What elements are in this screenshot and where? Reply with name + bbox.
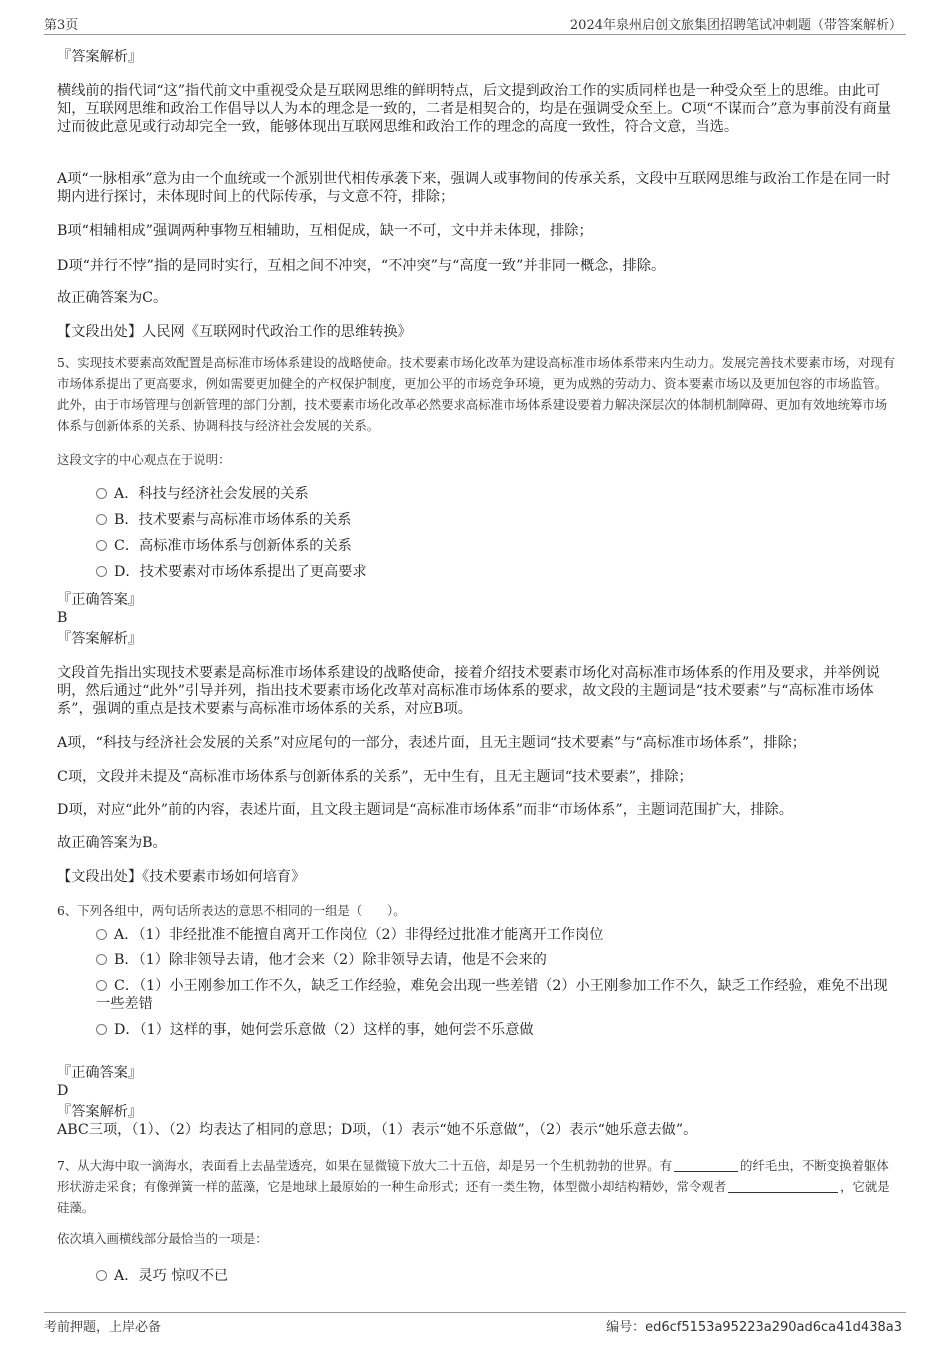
- page-footer: [44, 1312, 906, 1339]
- q7-stem-part1: 7、从大海中取一滴海水，表面看上去晶莹透亮，如果在显微镜下放大二十五倍，却是另一个生机勃勃的世界。有: [57, 1158, 673, 1173]
- q5-option-b[interactable]: [96, 511, 896, 529]
- q6-option-d[interactable]: [96, 1021, 896, 1039]
- radio-icon: [96, 540, 107, 551]
- q7-option-a-label: A．灵巧 惊叹不已: [114, 1268, 229, 1284]
- q5-analysis-p4: D项，对应“此外”前的内容，表述片面，且文段主题词是“高标准市场体系”而非“市场体系”，主题词范围扩大，排除。: [57, 802, 793, 818]
- q5-question: 这段文字的中心观点在于说明：: [57, 452, 231, 467]
- footer-code-label: 编号：: [606, 1320, 646, 1335]
- q5-option-d[interactable]: [96, 563, 896, 581]
- radio-icon: [96, 1270, 107, 1281]
- q7-stem-part2: 的纤毛虫，不断变换着躯体形状游走采食；有像弹簧一样的蓝藻，它是地球上最原始的一种生命形式；还有一类生物，体型微小却结构精妙，常令观者: [57, 1158, 889, 1194]
- footer-slogan: 考前押题，上岸必备: [44, 1320, 162, 1335]
- radio-icon: [96, 488, 107, 499]
- q5-answer-line: 故正确答案为B。: [57, 835, 167, 851]
- q5-option-b-label: B．技术要素与高标准市场体系的关系: [114, 512, 352, 528]
- q4-answer-line: 故正确答案为C。: [57, 290, 168, 306]
- q7-option-a[interactable]: [96, 1267, 896, 1285]
- q4-source: 【文段出处】人民网《互联网时代政治工作的思维转换》: [57, 324, 412, 340]
- q4-analysis-p3: B项“相辅相成”强调两种事物互相辅助，互相促成，缺一不可，文中并未体现，排除；: [57, 223, 593, 239]
- q6-option-b-label: B．（1）除非领导去请，他才会来（2）除非领导去请，他是不会来的: [114, 952, 547, 968]
- page-number: 第3页: [44, 18, 79, 33]
- q5-stem: 5、实现技术要素高效配置是高标准市场体系建设的战略使命。技术要素市场化改革为建设高标准市场体系带来内生动力。发展完善技术要素市场，对现有市场体系提出了更高要求，例如需要更加健全的产权保护制度，更加公平的市场竞争环境，更为成熟的劳动力、资本要素市场以及更加包容的市场监管。此外，由于市场管理与创新管理的部门分割，技术要素市场化改革必然要求高标准市场体系建设要着力解决深层次的体制机制障碍、更加有效地统筹市场体系与创新体系的关系、协调科技与经济社会发展的关系。: [57, 355, 896, 433]
- q5-option-d-label: D．技术要素对市场体系提出了更高要求: [114, 564, 367, 580]
- q5-analysis-p1: 文段首先指出实现技术要素是高标准市场体系建设的战略使命，接着介绍技术要素市场化对高标准市场体系的作用及要求，并举例说明，然后通过“此外”引导并列，指出技术要素市场化改革对高标准市场体系的要求，故文段的主题词是“技术要素”与“高标准市场体系”，强调的重点是技术要素与高标准市场体系的关系，对应B项。: [57, 665, 880, 717]
- radio-icon: [96, 954, 107, 965]
- q4-analysis-p1: 横线前的指代词“这”指代前文中重视受众是互联网思维的鲜明特点，后文提到政治工作的实质同样也是一种受众至上的思维。由此可知，互联网思维和政治工作倡导以人为本的理念是一致的，二者是相契合的，均是在强调受众至上。C项“不谋而合”意为事前没有商量过而彼此意见或行动却完全一致，能够体现出互联网思维和政治工作的理念的高度一致性，符合文意，当选。: [57, 83, 892, 135]
- q5-answer-label: 『正确答案』: [57, 592, 143, 608]
- q5-answer: B: [57, 610, 68, 626]
- q5-source: 【文段出处】《技术要素市场如何培育》: [57, 869, 306, 885]
- footer-code: [606, 1316, 902, 1335]
- q5-option-a-label: A．科技与经济社会发展的关系: [114, 486, 309, 502]
- q5-option-c[interactable]: [96, 537, 896, 555]
- radio-icon: [96, 980, 107, 991]
- q6-option-a[interactable]: [96, 926, 896, 944]
- q7-blank-1: [674, 1159, 738, 1172]
- q6-answer: D: [57, 1083, 69, 1099]
- document-title: 2024年泉州启创文旅集团招聘笔试冲刺题（带答案解析）: [569, 18, 902, 33]
- q6-stem: 6、下列各组中，两句话所表达的意思不相同的一组是（ ）。: [57, 903, 406, 918]
- q6-answer-label: 『正确答案』: [57, 1065, 143, 1081]
- footer-code-value: ed6cf5153a95223a290ad6ca41d438a3: [645, 1320, 902, 1335]
- q7-stem: [57, 1155, 897, 1218]
- q4-analysis-p4: D项“并行不悖”指的是同时实行，互相之间不冲突，“不冲突”与“高度一致”并非同一概念，排除。: [57, 258, 666, 274]
- q6-option-c[interactable]: [96, 977, 896, 1013]
- radio-icon: [96, 514, 107, 525]
- q6-option-b[interactable]: [96, 951, 896, 969]
- q5-option-c-label: C．高标准市场体系与创新体系的关系: [114, 538, 352, 554]
- page-header: [44, 12, 906, 35]
- radio-icon: [96, 929, 107, 940]
- q5-analysis-p3: C项，文段并未提及“高标准市场体系与创新体系的关系”，无中生有，且无主题词“技术要素”，排除；: [57, 769, 693, 785]
- q7-blank-2: [728, 1180, 838, 1193]
- q4-analysis-p2: A项“一脉相承”意为由一个血统或一个派别世代相传承袭下来，强调人或事物间的传承关系，文段中互联网思维与政治工作是在同一时期内进行探讨，未体现时间上的代际传承，与文意不符，排除；: [57, 171, 891, 205]
- radio-icon: [96, 566, 107, 577]
- q5-analysis-label: 『答案解析』: [57, 631, 143, 647]
- q6-analysis: ABC三项，（1）、（2）均表达了相同的意思；D项，（1）表示“她不乐意做”，（2）表示“她乐意去做”。: [57, 1122, 698, 1138]
- q6-option-c-label: C．（1）小王刚参加工作不久，缺乏工作经验，难免会出现一些差错（2）小王刚参加工作不久，缺乏工作经验，难免不出现一些差错: [96, 978, 888, 1012]
- q5-option-a[interactable]: [96, 485, 896, 503]
- q6-option-d-label: D．（1）这样的事，她何尝乐意做（2）这样的事，她何尝不乐意做: [114, 1022, 534, 1038]
- q7-stem-part3: ，它就是硅藻。: [57, 1179, 890, 1215]
- q5-analysis-p2: A项，“科技与经济社会发展的关系”对应尾句的一部分，表述片面，且无主题词“技术要素”与“高标准市场体系”，排除；: [57, 735, 806, 751]
- q6-option-a-label: A．（1）非经批准不能擅自离开工作岗位（2）非得经过批准才能离开工作岗位: [114, 927, 604, 943]
- radio-icon: [96, 1024, 107, 1035]
- q4-analysis-label: 『答案解析』: [57, 49, 143, 65]
- q7-question: 依次填入画横线部分最恰当的一项是：: [57, 1231, 268, 1246]
- q6-analysis-label: 『答案解析』: [57, 1104, 143, 1120]
